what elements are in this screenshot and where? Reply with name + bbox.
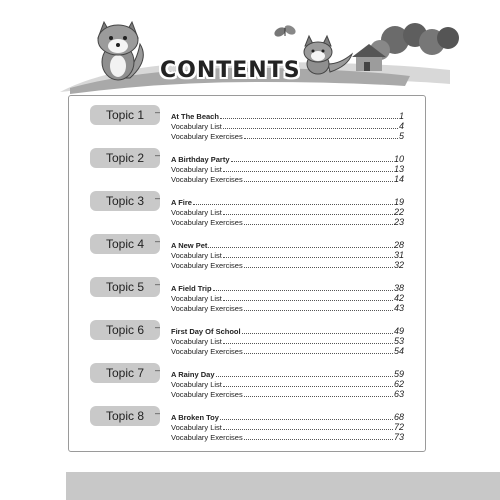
toc-page-number: 73	[393, 432, 404, 442]
dot-leader	[244, 180, 393, 182]
fox-illustration-left	[98, 22, 143, 80]
footer-bar	[66, 472, 500, 500]
toc-entry[interactable]	[171, 283, 404, 293]
toc-entry-title: Vocabulary Exercises	[171, 218, 243, 227]
toc-page-number: 54	[393, 346, 404, 356]
butterfly-illustration	[273, 24, 297, 39]
toc-page-number: 13	[393, 164, 404, 174]
dot-leader	[213, 289, 393, 291]
topic-label: Topic 8	[90, 406, 160, 426]
topic-dash: –	[155, 193, 161, 203]
dot-leader	[242, 332, 393, 334]
toc-page-number: 43	[393, 303, 404, 313]
topic-dash: –	[155, 279, 161, 289]
toc-entry[interactable]	[171, 207, 404, 217]
toc-entry-title: Vocabulary List	[171, 337, 222, 346]
toc-entry-title: First Day Of School	[171, 327, 241, 336]
dot-leader	[244, 395, 393, 397]
toc-entry-title: A New Pet	[171, 241, 208, 250]
toc-page-number: 38	[393, 283, 404, 293]
toc-page-number: 59	[393, 369, 404, 379]
toc-entry-title: Vocabulary List	[171, 122, 222, 131]
toc-entry[interactable]	[171, 174, 404, 184]
dot-leader	[216, 375, 393, 377]
dot-leader	[244, 266, 393, 268]
toc-page-number: 63	[393, 389, 404, 399]
topic-label: Topic 7	[90, 363, 160, 383]
toc-page-number: 49	[393, 326, 404, 336]
topic-dash: –	[155, 236, 161, 246]
toc-entry[interactable]	[171, 240, 404, 250]
toc-page-number: 62	[393, 379, 404, 389]
topic-dash: –	[155, 408, 161, 418]
toc-page-number: 72	[393, 422, 404, 432]
dot-leader	[244, 438, 393, 440]
dot-leader	[223, 213, 393, 215]
toc-entry-title: Vocabulary List	[171, 423, 222, 432]
toc-page-number: 42	[393, 293, 404, 303]
toc-entry[interactable]	[171, 164, 404, 174]
toc-entry[interactable]	[171, 336, 404, 346]
dot-leader	[208, 246, 393, 248]
toc-entry-title: Vocabulary Exercises	[171, 433, 243, 442]
toc-entry-title: Vocabulary Exercises	[171, 261, 243, 270]
toc-page-number: 31	[393, 250, 404, 260]
toc-page-number: 22	[393, 207, 404, 217]
toc-entry[interactable]	[171, 346, 404, 356]
topic-dash: –	[155, 107, 161, 117]
toc-entry[interactable]	[171, 422, 404, 432]
toc-entry-title: A Fire	[171, 198, 192, 207]
toc-page-number: 23	[393, 217, 404, 227]
toc-page-number: 5	[398, 131, 404, 141]
toc-entry-title: Vocabulary Exercises	[171, 347, 243, 356]
toc-entry-title: Vocabulary Exercises	[171, 175, 243, 184]
trees-illustration	[352, 23, 459, 71]
toc-page-number: 1	[398, 111, 404, 121]
toc-entry[interactable]	[171, 121, 404, 131]
toc-entry[interactable]	[171, 131, 404, 141]
dot-leader	[231, 160, 393, 162]
dot-leader	[220, 418, 393, 420]
toc-entry[interactable]	[171, 389, 404, 399]
toc-entry[interactable]	[171, 432, 404, 442]
toc-page-number: 32	[393, 260, 404, 270]
dot-leader	[223, 385, 393, 387]
toc-entry-title: Vocabulary Exercises	[171, 390, 243, 399]
topic-label: Topic 2	[90, 148, 160, 168]
header-banner	[0, 0, 500, 100]
dot-leader	[223, 428, 393, 430]
toc-entry[interactable]	[171, 326, 404, 336]
toc-entry[interactable]	[171, 250, 404, 260]
dot-leader	[193, 203, 393, 205]
dot-leader	[244, 137, 398, 139]
topic-label: Topic 3	[90, 191, 160, 211]
topic-label: Topic 4	[90, 234, 160, 254]
toc-entry-title: Vocabulary List	[171, 294, 222, 303]
dot-leader	[223, 127, 398, 129]
toc-entry-title: At The Beach	[171, 112, 219, 121]
dot-leader	[223, 170, 393, 172]
toc-page-number: 68	[393, 412, 404, 422]
toc-entry[interactable]	[171, 154, 404, 164]
toc-entry-title: A Birthday Party	[171, 155, 230, 164]
toc-entry-title: Vocabulary List	[171, 380, 222, 389]
topic-label: Topic 1	[90, 105, 160, 125]
topic-dash: –	[155, 365, 161, 375]
dot-leader	[223, 256, 393, 258]
dot-leader	[244, 352, 393, 354]
toc-entry-title: Vocabulary List	[171, 251, 222, 260]
toc-entry-title: Vocabulary Exercises	[171, 304, 243, 313]
topic-label: Topic 6	[90, 320, 160, 340]
topic-dash: –	[155, 322, 161, 332]
toc-page-number: 14	[393, 174, 404, 184]
toc-entry[interactable]	[171, 111, 404, 121]
toc-entry-title: A Field Trip	[171, 284, 212, 293]
toc-entry[interactable]	[171, 293, 404, 303]
toc-entry-title: Vocabulary List	[171, 165, 222, 174]
table-of-contents	[68, 95, 426, 452]
toc-entry-title: Vocabulary List	[171, 208, 222, 217]
dot-leader	[220, 117, 398, 119]
toc-page-number: 53	[393, 336, 404, 346]
page-title: CONTENTS	[160, 58, 301, 83]
toc-entry[interactable]	[171, 412, 404, 422]
toc-entry-title: A Rainy Day	[171, 370, 215, 379]
toc-entry[interactable]	[171, 217, 404, 227]
toc-entry[interactable]	[171, 379, 404, 389]
toc-entry[interactable]	[171, 260, 404, 270]
toc-entry[interactable]	[171, 197, 404, 207]
dot-leader	[223, 342, 393, 344]
dot-leader	[244, 223, 393, 225]
toc-entry[interactable]	[171, 369, 404, 379]
toc-page-number: 28	[393, 240, 404, 250]
toc-entry[interactable]	[171, 303, 404, 313]
dot-leader	[244, 309, 393, 311]
topic-label: Topic 5	[90, 277, 160, 297]
toc-page-number: 4	[398, 121, 404, 131]
toc-page-number: 10	[393, 154, 404, 164]
topic-dash: –	[155, 150, 161, 160]
toc-entry-title: A Broken Toy	[171, 413, 219, 422]
toc-entry-title: Vocabulary Exercises	[171, 132, 243, 141]
toc-page-number: 19	[393, 197, 404, 207]
dot-leader	[223, 299, 393, 301]
